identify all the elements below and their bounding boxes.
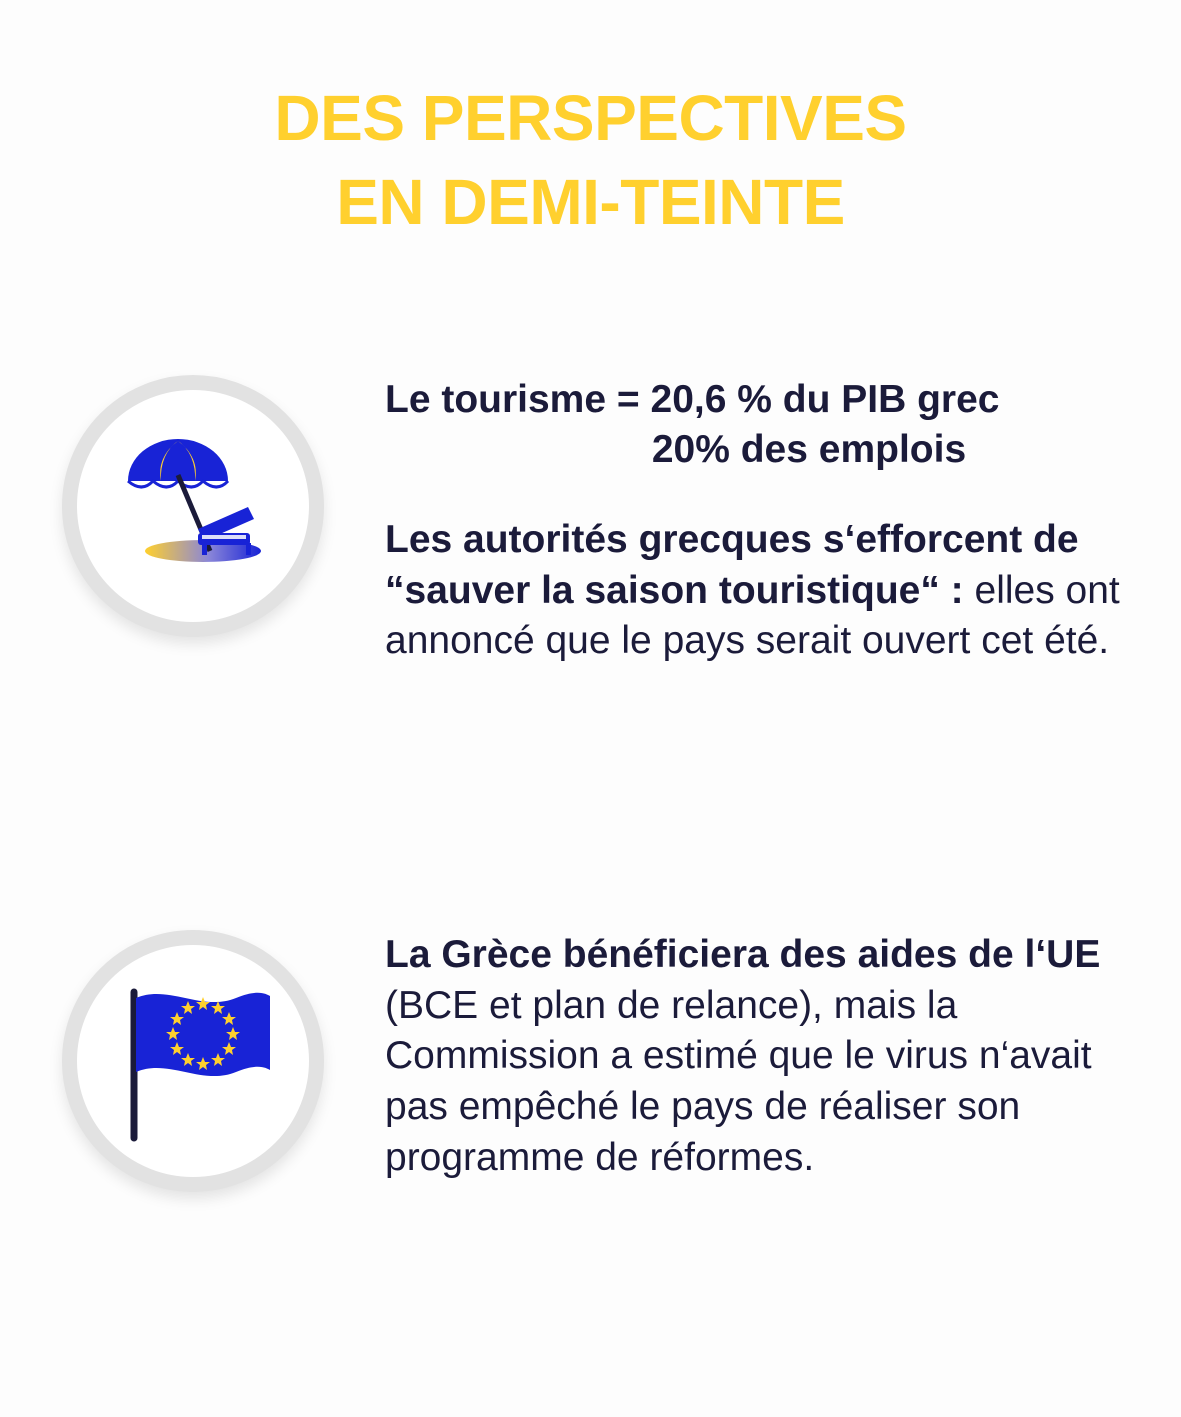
- beach-umbrella-icon: [62, 375, 324, 637]
- eu-paragraph-regular: (BCE et plan de relance), mais la Commission a estimé que le virus n‘avait pas empêché le pays de réaliser son programme de réformes.: [385, 983, 1092, 1179]
- section-eu-aid: [0, 930, 1181, 1192]
- tourism-stat: [385, 375, 1133, 475]
- eu-flag-icon: [62, 930, 324, 1192]
- section-tourism: [0, 375, 1181, 667]
- tourism-paragraph-regular: elles ont annoncé que le pays serait ouvert cet été.: [385, 568, 1120, 663]
- tourism-icon-container: [0, 375, 385, 637]
- page-title-line-1: DES PERSPECTIVES: [274, 82, 907, 154]
- tourism-stat-value-1: 20,6 % du PIB grec: [650, 378, 1000, 421]
- tourism-text-column: [385, 375, 1181, 667]
- tourism-stat-label: Le tourisme =: [385, 378, 651, 421]
- eu-paragraph: [385, 930, 1133, 1183]
- eu-paragraph-bold: La Grèce bénéficiera des aides de l‘UE: [385, 933, 1101, 976]
- tourism-stat-value-2: 20% des emplois: [651, 427, 967, 471]
- eu-text-column: [385, 930, 1181, 1183]
- page-title-line-2: EN DEMI-TEINTE: [336, 166, 845, 239]
- page-title: [0, 0, 1181, 245]
- tourism-paragraph-bold: Les autorités grecques s‘efforcent de “sauver la saison touristique“ :: [385, 517, 1079, 612]
- tourism-paragraph: [385, 515, 1133, 667]
- eu-icon-container: [0, 930, 385, 1192]
